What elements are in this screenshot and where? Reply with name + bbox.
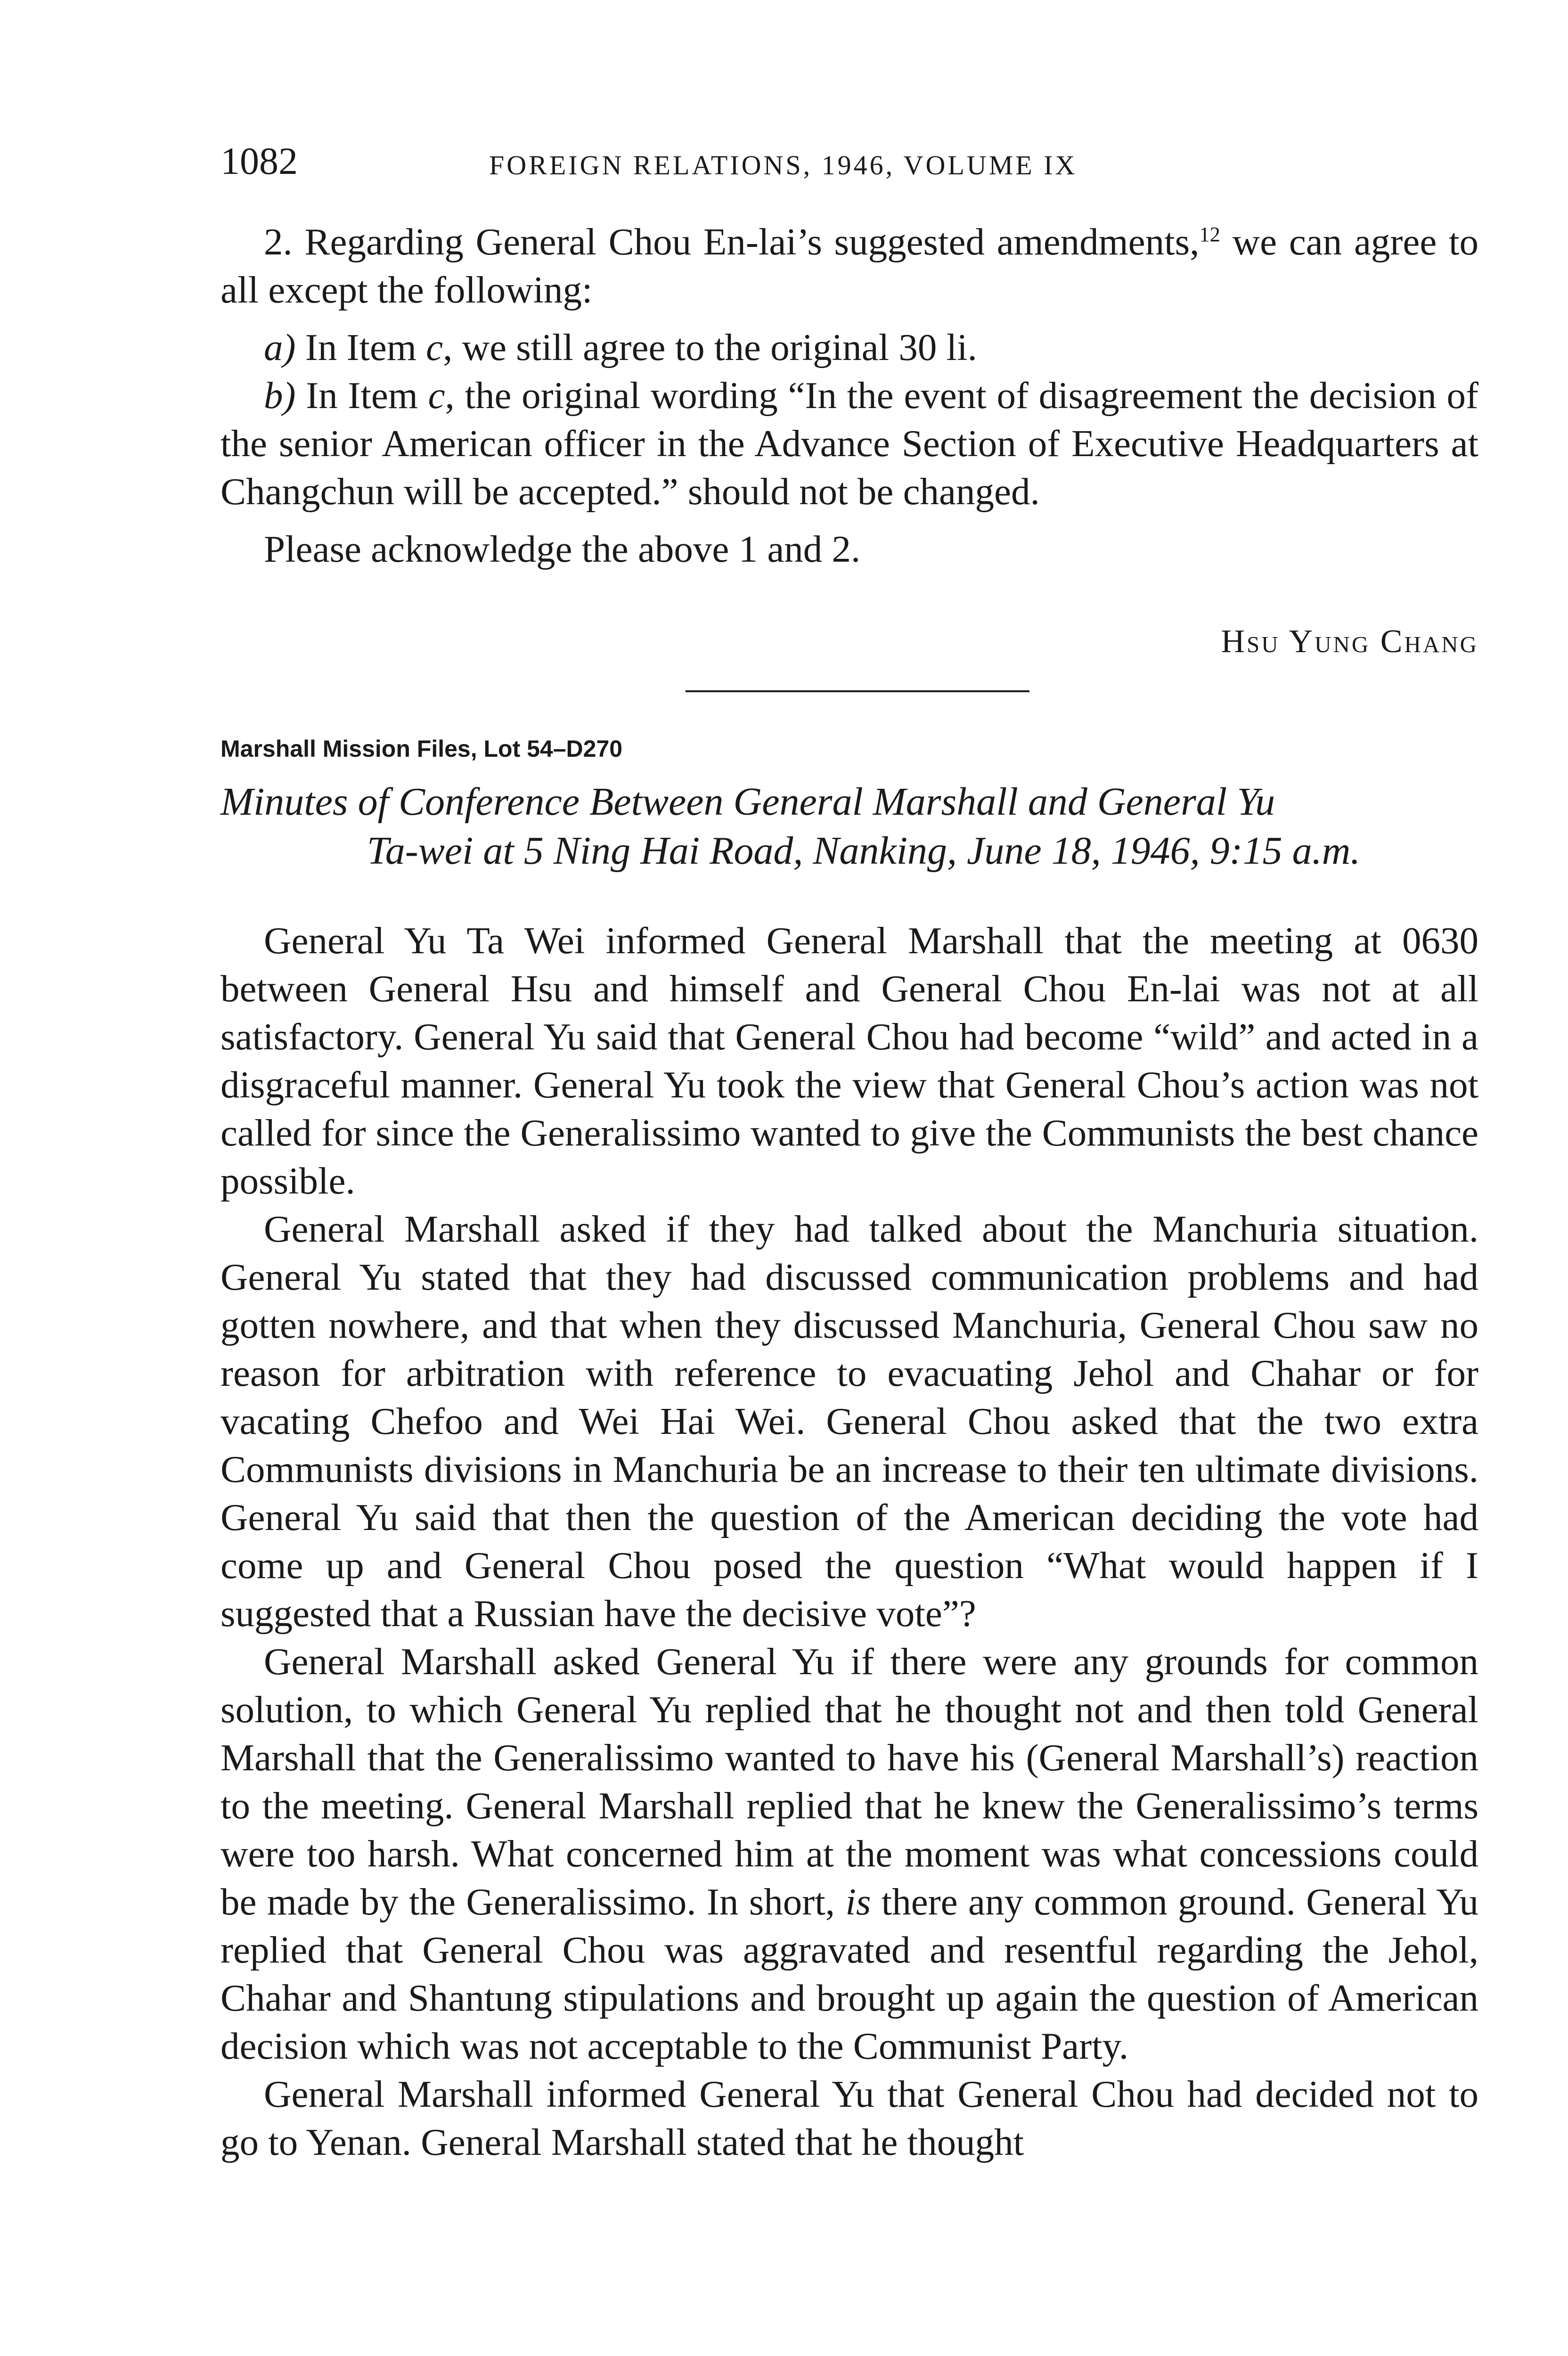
minutes-body <box>220 916 1478 2166</box>
footnote-ref: 12 <box>1199 222 1220 246</box>
page-number: 1082 <box>220 139 298 182</box>
telegram-block <box>220 218 1478 573</box>
signature-row <box>220 623 1478 665</box>
document-title <box>220 777 1478 875</box>
title-line-1: Minutes of Conference Between General Marshall and General Yu <box>220 780 1275 824</box>
section-divider <box>686 690 1029 692</box>
item-a: a) In Item c, we still agree to the original 30 li. <box>264 326 977 368</box>
minutes-paragraph-1: General Yu Ta Wei informed General Marshall that the meeting at 0630 between General Hsu and himself and General Chou En-lai was not at all satisfactory. General Yu said that General Chou had become “wild” and acted in a disgraceful manner. General Yu took the view that General Chou’s action was not called for since the Generalissimo wanted to give the Communists the best chance possible. <box>220 919 1478 1202</box>
title-line-2: Ta-wei at 5 Ning Hai Road, Nanking, June 18, 1946, 9:15 a.m. <box>367 829 1361 873</box>
page-header <box>220 139 1478 196</box>
signature: Hsu Yung Chang <box>1221 623 1478 660</box>
source-citation: Marshall Mission Files, Lot 54–D270 <box>220 736 623 762</box>
minutes-paragraph-3: General Marshall asked General Yu if there were any grounds for common solution, to which General Yu replied that he thought not and then told General Marshall that the Generalissimo wanted to have his (General Marshall’s) reaction to the meeting. General Marshall replied that he knew the Generalissimo’s terms were too harsh. What concerned him at the moment was what concessions could be made by the Generalissimo. In short, is there any common ground. General Yu replied that General Chou was aggravated and resentful regarding the Jehol, Chahar and Shantung stipulations and brought up again the question of American decision which was not acceptable to the Communist Party. <box>220 1640 1478 2067</box>
paragraph-2: 2. Regarding General Chou En-lai’s suggested amendments,$^{12}$ we can agree to all except the following: <box>220 221 1478 311</box>
minutes-paragraph-2: General Marshall asked if they had talked about the Manchuria situation. General Yu stated that they had discussed communication problems and had gotten nowhere, and that when they discussed Manchuria, General Chou saw no reason for arbitration with reference to evacuating Jehol and Chahar or for vacating Chefoo and Wei Hai Wei. General Chou asked that the two extra Communists divisions in Manchuria be an increase to their ten ultimate divisions. General Yu said that then the question of the American deciding the vote had come up and General Chou posed the question “What would happen if I suggested that a Russian have the decisive vote”? <box>220 1208 1478 1635</box>
running-title: FOREIGN RELATIONS, 1946, VOLUME IX <box>489 150 1078 180</box>
item-b: b) In Item c, the original wording “In the event of disagreement the decision of the senior American officer in the Advance Section of Executive Headquarters at Changchun will be accepted.” should not be changed. <box>220 374 1478 513</box>
acknowledge-line: Please acknowledge the above 1 and 2. <box>264 528 861 570</box>
minutes-paragraph-4: General Marshall informed General Yu that General Chou had decided not to go to Yenan. General Marshall stated that he thought <box>220 2073 1478 2163</box>
